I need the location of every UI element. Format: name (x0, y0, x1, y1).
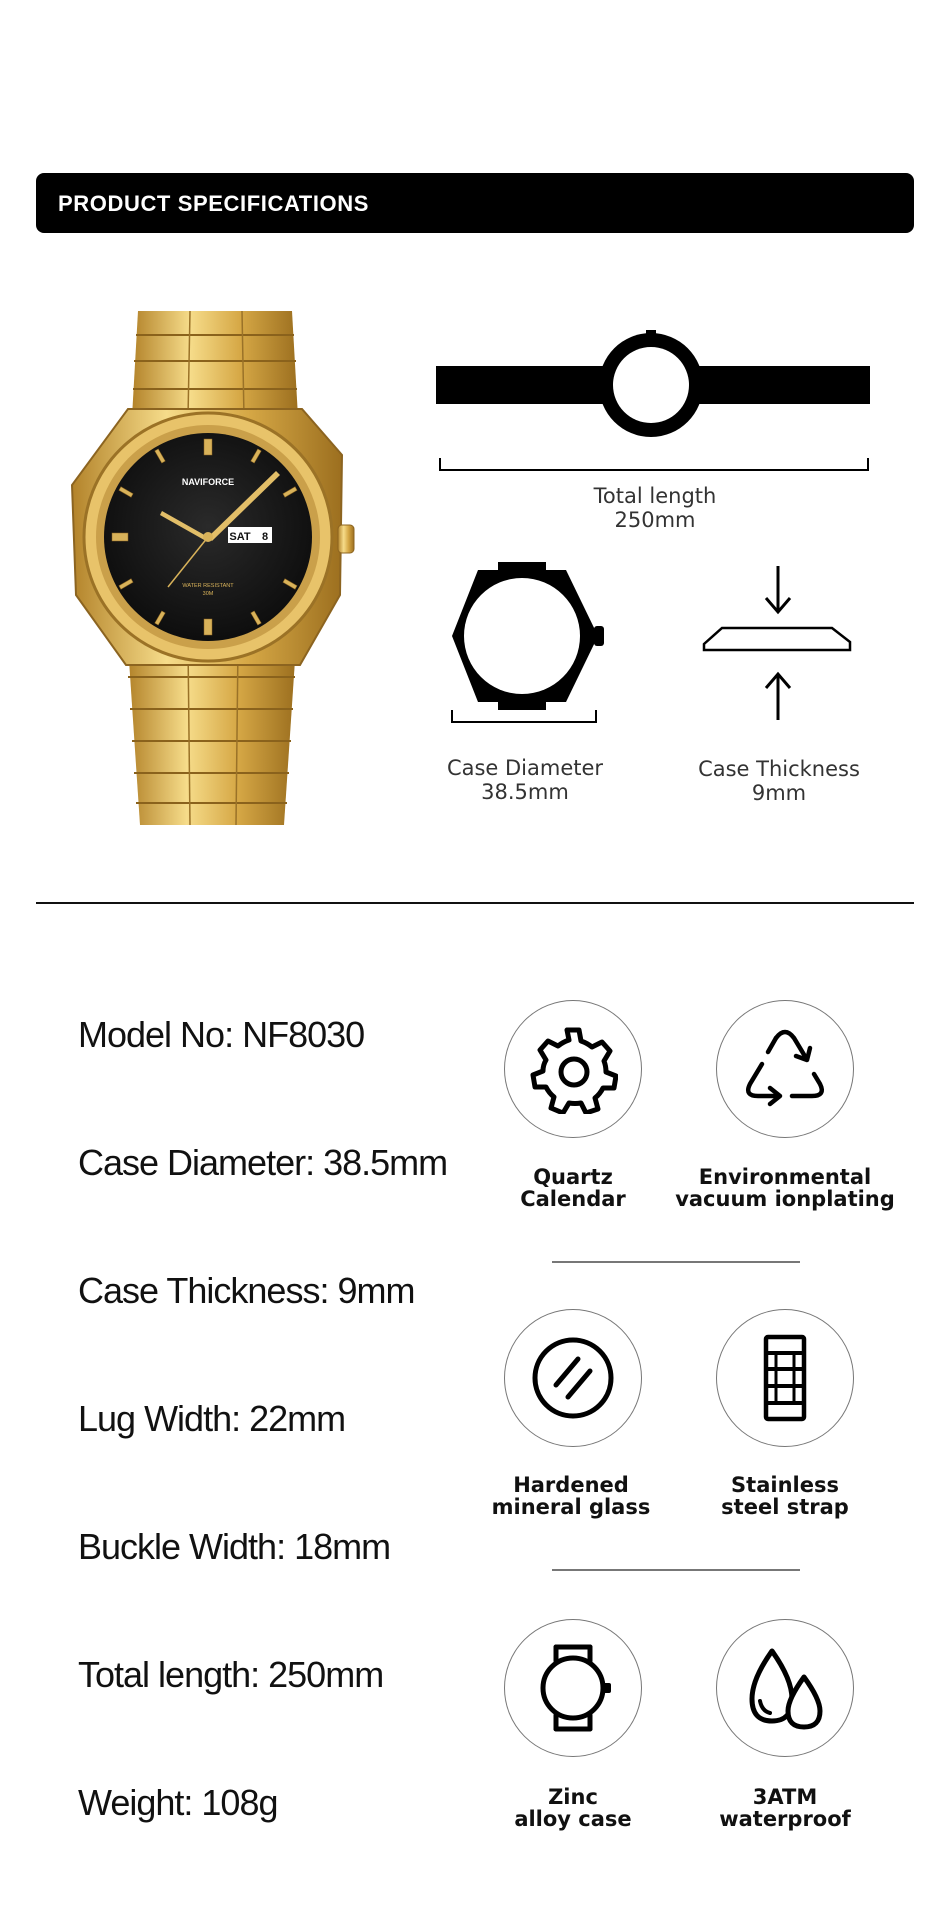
dial-brand: NAVIFORCE (181, 477, 235, 487)
case-diameter-value: 38.5mm (481, 780, 569, 804)
recycle-icon (740, 1024, 830, 1114)
glass-icon (528, 1333, 618, 1423)
gear-icon (528, 1024, 618, 1114)
feature-quartz-calendar (504, 1000, 642, 1138)
feature-zinc-case (504, 1619, 642, 1757)
water-drops-icon (740, 1643, 830, 1733)
page-title: PRODUCT SPECIFICATIONS (58, 191, 370, 216)
feature-ionplating (716, 1000, 854, 1138)
spec-buckle-width: Buckle Width: 18mm (78, 1526, 391, 1567)
feature-steel-strap-label (686, 1474, 884, 1518)
spec-case-diameter: Case Diameter: 38.5mm (78, 1142, 448, 1183)
total-length-caption (530, 484, 780, 532)
feature-ionplating-label (666, 1166, 904, 1210)
dial-date: 8 (261, 531, 269, 543)
spec-weight: Weight: 108g (78, 1782, 278, 1823)
case-diameter-diagram (448, 560, 608, 730)
feature-line1: Quartz (533, 1165, 613, 1189)
section-divider (36, 902, 914, 904)
feature-line1: Environmental (698, 1165, 872, 1189)
watch-product-image (70, 305, 370, 845)
feature-divider (552, 1569, 800, 1571)
watch-case-icon (528, 1643, 618, 1733)
section-header (36, 173, 914, 233)
dial-water-resistant: WATER RESISTANT (182, 583, 234, 589)
feature-line2: waterproof (719, 1807, 851, 1831)
feature-line2: Calendar (520, 1187, 626, 1211)
feature-mineral-glass-label (472, 1474, 670, 1518)
spec-case-thickness: Case Thickness: 9mm (78, 1270, 415, 1311)
feature-steel-strap (716, 1309, 854, 1447)
feature-mineral-glass (504, 1309, 642, 1447)
feature-line2: steel strap (721, 1495, 849, 1519)
feature-line2: mineral glass (491, 1495, 651, 1519)
dial-depth: 30M (202, 591, 214, 597)
upper-bracelet (132, 311, 298, 417)
feature-line1: 3ATM (752, 1785, 818, 1809)
strap-length-diagram (430, 330, 880, 475)
strap-icon (740, 1333, 830, 1423)
dial-day: SAT (229, 531, 251, 543)
feature-zinc-case-label (474, 1786, 672, 1830)
feature-line1: Zinc (548, 1785, 598, 1809)
feature-quartz-calendar-label (474, 1166, 672, 1210)
feature-divider (552, 1261, 800, 1263)
spec-total-length: Total length: 250mm (78, 1654, 384, 1695)
lower-bracelet (128, 645, 296, 825)
feature-waterproof (716, 1619, 854, 1757)
spec-lug-width: Lug Width: 22mm (78, 1398, 346, 1439)
spec-model-no: Model No: NF8030 (78, 1014, 365, 1055)
case-thickness-caption (659, 757, 899, 805)
case-diameter-label: Case Diameter (446, 756, 604, 780)
feature-waterproof-label (686, 1786, 884, 1830)
total-length-value: 250mm (614, 508, 696, 532)
total-length-label: Total length (593, 484, 717, 508)
feature-line2: alloy case (514, 1807, 632, 1831)
case-thickness-value: 9mm (751, 781, 807, 805)
feature-line2: vacuum ionplating (675, 1187, 895, 1211)
case-diameter-caption (405, 756, 645, 804)
feature-line1: Hardened (513, 1473, 629, 1497)
watch-crown (338, 525, 354, 553)
feature-line1: Stainless (731, 1473, 839, 1497)
case-thickness-label: Case Thickness (698, 757, 860, 781)
case-thickness-diagram (700, 560, 860, 730)
